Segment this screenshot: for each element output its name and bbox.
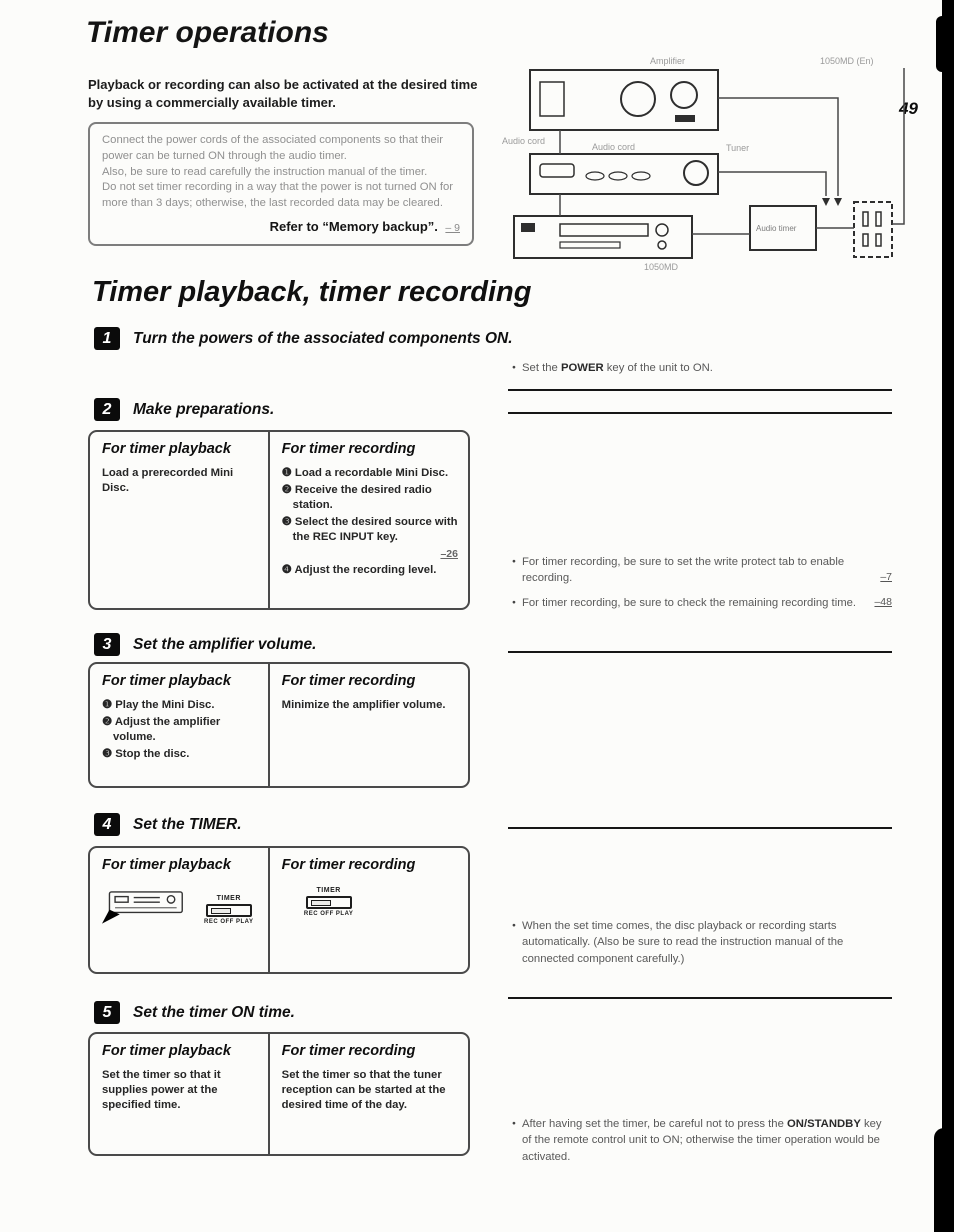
model-bottom-label: 1050MD bbox=[644, 262, 679, 272]
step-3-number: 3 bbox=[94, 633, 120, 656]
table-cell-text: Minimize the amplifier volume. bbox=[281, 699, 446, 711]
switch-positions: REC OFF PLAY bbox=[204, 919, 254, 925]
column-header-recording: For timer recording bbox=[281, 857, 416, 873]
recording-column bbox=[268, 664, 468, 786]
note-text: For timer recording, be sure to check the remaining recording time. bbox=[522, 596, 857, 609]
note-line: Do not set timer recording in a way that the power is not turned ON for more than 3 days; otherwise, the last recorded data may be cleared. bbox=[102, 181, 453, 210]
caution-note-box bbox=[88, 122, 474, 246]
audio-cord-label-1: Audio cord bbox=[502, 136, 546, 146]
preparations-table bbox=[88, 430, 470, 610]
step-2 bbox=[94, 398, 274, 421]
step-1 bbox=[94, 327, 513, 350]
recording-column bbox=[268, 432, 468, 608]
step-2-title: Make preparations. bbox=[133, 400, 275, 418]
note-line bbox=[512, 554, 892, 587]
playback-column bbox=[90, 432, 268, 608]
column-header-recording: For timer recording bbox=[281, 673, 416, 689]
page-title: Timer operations bbox=[86, 16, 329, 49]
playback-column bbox=[90, 1034, 268, 1154]
connection-diagram bbox=[500, 52, 912, 277]
tuner-label: Tuner bbox=[726, 143, 750, 153]
table-cell-text: Load a prerecorded Mini Disc. bbox=[102, 467, 234, 494]
column-header-playback: For timer playback bbox=[102, 441, 231, 457]
column-header-recording: For timer recording bbox=[281, 1043, 416, 1059]
switch-label: TIMER bbox=[316, 887, 341, 894]
step-1-note bbox=[512, 360, 890, 376]
note-text: key of the remote control unit to ON; otherwise the timer operation would be activated. bbox=[522, 1118, 882, 1163]
table-cell-text: ❸ Select the desired source with the REC INPUT key. bbox=[281, 515, 458, 543]
page-reference: –7 bbox=[880, 571, 892, 584]
step-5-number: 5 bbox=[94, 1001, 120, 1024]
note-text: key of the unit to ON. bbox=[603, 362, 713, 374]
step-5 bbox=[94, 1001, 295, 1024]
table-cell-text: ❷ Adjust the amplifier volume. bbox=[102, 715, 221, 743]
audio-cord-label-2: Audio cord bbox=[592, 142, 636, 152]
switch-label: TIMER bbox=[216, 895, 241, 902]
note-line: Also, be sure to read carefully the instruction manual of the timer. bbox=[102, 165, 428, 178]
mini-component-icon bbox=[102, 885, 188, 925]
switch-body bbox=[206, 904, 252, 917]
timer-on-time-table bbox=[88, 1032, 470, 1156]
step-4-number: 4 bbox=[94, 813, 120, 836]
note-line: Connect the power cords of the associated components so that their power can be turned ON through the audio timer. bbox=[102, 134, 443, 162]
scan-edge-blob-top bbox=[936, 16, 954, 72]
recording-column bbox=[268, 1034, 468, 1154]
page-reference: –26 bbox=[440, 547, 458, 560]
page-number: 49 bbox=[899, 99, 918, 118]
connection-diagram-svg bbox=[500, 52, 912, 277]
column-header-playback: For timer playback bbox=[102, 673, 231, 689]
set-timer-table bbox=[88, 846, 470, 974]
table-cell-text: Set the timer so that the tuner reception can be started at the desired time of the day. bbox=[281, 1069, 446, 1111]
note-bold-text: ON/STANDBY bbox=[787, 1118, 861, 1130]
intro-paragraph: Playback or recording can also be activated at the desired time by using a commercially available timer. bbox=[88, 77, 478, 110]
note-text: After having set the timer, be careful not to press the bbox=[522, 1118, 787, 1130]
table-cell-text: ❶ Play the Mini Disc. bbox=[102, 699, 215, 711]
step-5-title: Set the timer ON time. bbox=[133, 1003, 295, 1021]
scan-edge-artifact bbox=[942, 0, 954, 1232]
step-2-number: 2 bbox=[94, 398, 120, 421]
section-divider bbox=[508, 997, 892, 999]
page-reference: –48 bbox=[874, 595, 892, 608]
refer-text: Refer to “Memory backup”. bbox=[269, 219, 438, 235]
amplifier-label: Amplifier bbox=[650, 56, 686, 66]
note-bold-text: POWER bbox=[560, 362, 604, 374]
switch-body bbox=[306, 896, 352, 909]
recording-column bbox=[268, 848, 468, 972]
section-divider bbox=[508, 389, 892, 391]
step-3-title: Set the amplifier volume. bbox=[133, 635, 317, 653]
step-4-title: Set the TIMER. bbox=[133, 815, 242, 833]
section-divider bbox=[508, 827, 892, 829]
note-text: For timer recording, be sure to set the write protect tab to enable recording. bbox=[522, 556, 845, 585]
table-cell-text: ❹ Adjust the recording level. bbox=[281, 564, 437, 577]
table-cell-text: ❸ Stop the disc. bbox=[102, 747, 190, 760]
note-line bbox=[512, 595, 892, 611]
step-2-notes bbox=[512, 554, 892, 611]
page-reference: – 9 bbox=[445, 222, 460, 235]
step-1-title: Turn the powers of the associated components ON. bbox=[133, 329, 513, 347]
model-top-label: 1050MD (En) bbox=[820, 56, 874, 66]
step-1-number: 1 bbox=[94, 327, 120, 350]
section-title: Timer playback, timer recording bbox=[92, 276, 532, 308]
scan-edge-blob-bottom bbox=[934, 1128, 954, 1232]
note-line bbox=[512, 1116, 894, 1165]
pointer-arrow-icon bbox=[102, 910, 120, 924]
note-line bbox=[512, 360, 890, 376]
audio-timer-label: Audio timer bbox=[756, 224, 797, 233]
step-5-note bbox=[512, 1116, 894, 1165]
column-header-playback: For timer playback bbox=[102, 857, 231, 873]
section-divider bbox=[508, 651, 892, 653]
table-cell-text: ❶ Load a recordable Mini Disc. bbox=[281, 467, 449, 479]
step-4 bbox=[94, 813, 242, 836]
note-text: Set the bbox=[522, 362, 561, 374]
switch-knob bbox=[211, 908, 231, 914]
timer-switch-diagram bbox=[298, 887, 360, 917]
switch-positions: REC OFF PLAY bbox=[303, 911, 354, 917]
amplifier-volume-table bbox=[88, 662, 470, 788]
column-header-playback: For timer playback bbox=[102, 1043, 231, 1059]
playback-column bbox=[90, 848, 268, 972]
step-3 bbox=[94, 633, 316, 656]
note-line: ● When the set time comes, the disc playback or recording starts automatically. (Also be sure to read the instruction manual of the connected component carefully.) bbox=[512, 918, 894, 967]
table-cell-text: Set the timer so that it supplies power at the specified time. bbox=[102, 1069, 221, 1111]
step-4-note bbox=[512, 918, 894, 967]
timer-switch-diagram bbox=[200, 895, 258, 925]
memory-backup-reference bbox=[102, 218, 460, 236]
table-cell-text: ❷ Receive the desired radio station. bbox=[281, 483, 432, 511]
playback-column bbox=[90, 664, 268, 786]
switch-knob bbox=[311, 900, 331, 906]
plug-arrows bbox=[822, 198, 842, 206]
playback-switch-figure bbox=[102, 885, 258, 925]
section-divider bbox=[508, 412, 892, 414]
column-header-recording: For timer recording bbox=[281, 441, 416, 457]
